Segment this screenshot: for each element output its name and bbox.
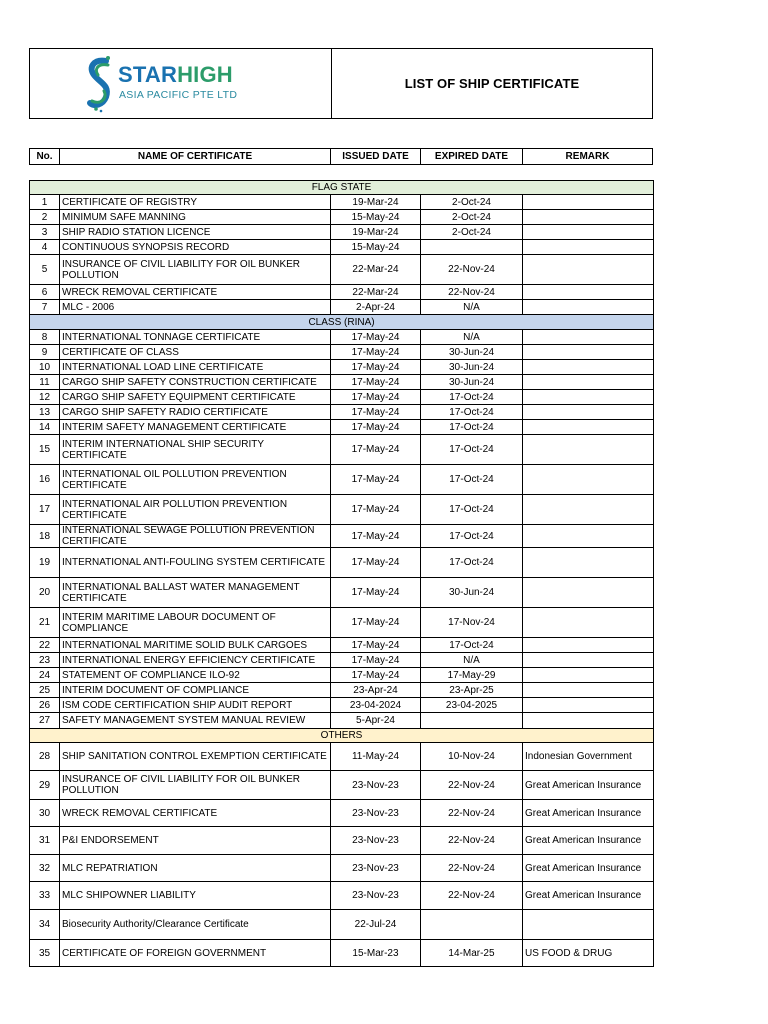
cell-remark [523, 360, 654, 375]
cell-expired-date [421, 910, 523, 940]
table-row [30, 285, 654, 300]
cell-expired-date: 17-May-29 [421, 668, 523, 683]
cell-number: 5 [30, 255, 60, 285]
company-name-part1: STAR [118, 62, 178, 87]
cell-remark: US FOOD & DRUG [523, 940, 654, 967]
cell-issued-date: 22-Mar-24 [331, 255, 421, 285]
cell-remark: Indonesian Government [523, 743, 654, 771]
cell-remark: Great American Insurance [523, 771, 654, 800]
cell-remark [523, 300, 654, 315]
cell-number: 13 [30, 405, 60, 420]
table-row [30, 375, 654, 390]
cell-issued-date: 5-Apr-24 [331, 713, 421, 729]
cell-remark [523, 525, 654, 548]
cell-certificate-name: INTERNATIONAL ENERGY EFFICIENCY CERTIFICATE [60, 653, 331, 668]
cell-issued-date: 17-May-24 [331, 653, 421, 668]
company-name [118, 64, 233, 86]
cell-number: 35 [30, 940, 60, 967]
table-row [30, 495, 654, 525]
cell-remark [523, 668, 654, 683]
cell-remark [523, 465, 654, 495]
cell-certificate-name: CONTINUOUS SYNOPSIS RECORD [60, 240, 331, 255]
cell-issued-date: 17-May-24 [331, 360, 421, 375]
table-row [30, 465, 654, 495]
cell-certificate-name: P&I ENDORSEMENT [60, 827, 331, 855]
cell-certificate-name: CARGO SHIP SAFETY CONSTRUCTION CERTIFICATE [60, 375, 331, 390]
cell-issued-date: 15-May-24 [331, 240, 421, 255]
cell-expired-date: 22-Nov-24 [421, 855, 523, 882]
company-name-part2: HIGH [177, 62, 233, 87]
cell-expired-date: 17-Nov-24 [421, 608, 523, 638]
cell-number: 20 [30, 578, 60, 608]
cell-expired-date: 10-Nov-24 [421, 743, 523, 771]
cell-expired-date: 22-Nov-24 [421, 771, 523, 800]
cell-issued-date: 23-Nov-23 [331, 827, 421, 855]
cell-issued-date: 15-May-24 [331, 210, 421, 225]
cell-expired-date: 17-Oct-24 [421, 548, 523, 578]
cell-certificate-name: MINIMUM SAFE MANNING [60, 210, 331, 225]
cell-expired-date: 17-Oct-24 [421, 638, 523, 653]
cell-expired-date: 23-04-2025 [421, 698, 523, 713]
cell-certificate-name: INTERNATIONAL LOAD LINE CERTIFICATE [60, 360, 331, 375]
cell-expired-date: 17-Oct-24 [421, 405, 523, 420]
col-header-name: NAME OF CERTIFICATE [60, 149, 331, 164]
cell-expired-date: 17-Oct-24 [421, 435, 523, 465]
section-label: OTHERS [30, 729, 654, 743]
table-row [30, 525, 654, 548]
table-row [30, 882, 654, 910]
cell-issued-date: 15-Mar-23 [331, 940, 421, 967]
cell-issued-date: 23-Apr-24 [331, 683, 421, 698]
cell-certificate-name: MLC REPATRIATION [60, 855, 331, 882]
table-row [30, 698, 654, 713]
cell-remark: Great American Insurance [523, 800, 654, 827]
cell-expired-date: 30-Jun-24 [421, 360, 523, 375]
table-row [30, 800, 654, 827]
cell-expired-date: 22-Nov-24 [421, 827, 523, 855]
col-header-remark: REMARK [565, 151, 610, 162]
cell-certificate-name: INTERIM SAFETY MANAGEMENT CERTIFICATE [60, 420, 331, 435]
cell-certificate-name: INTERNATIONAL MARITIME SOLID BULK CARGOES [60, 638, 331, 653]
cell-remark [523, 390, 654, 405]
cell-certificate-name: CERTIFICATE OF FOREIGN GOVERNMENT [60, 940, 331, 967]
section-label: FLAG STATE [30, 181, 654, 195]
cell-number: 12 [30, 390, 60, 405]
cell-issued-date: 17-May-24 [331, 465, 421, 495]
cell-expired-date: N/A [421, 653, 523, 668]
cell-number: 16 [30, 465, 60, 495]
cell-issued-date: 17-May-24 [331, 578, 421, 608]
cell-issued-date: 17-May-24 [331, 390, 421, 405]
table-row [30, 330, 654, 345]
cell-certificate-name: Biosecurity Authority/Clearance Certificate [60, 910, 331, 940]
cell-issued-date: 23-04-2024 [331, 698, 421, 713]
cell-expired-date: 30-Jun-24 [421, 345, 523, 360]
table-row [30, 360, 654, 375]
table-row [30, 608, 654, 638]
cell-number: 4 [30, 240, 60, 255]
cell-number: 34 [30, 910, 60, 940]
table-row [30, 638, 654, 653]
table-row [30, 743, 654, 771]
cell-remark [523, 240, 654, 255]
cell-certificate-name: SAFETY MANAGEMENT SYSTEM MANUAL REVIEW [60, 713, 331, 729]
cell-certificate-name: CERTIFICATE OF CLASS [60, 345, 331, 360]
cell-number: 1 [30, 195, 60, 210]
cell-certificate-name: WRECK REMOVAL CERTIFICATE [60, 800, 331, 827]
table-row [30, 668, 654, 683]
cell-issued-date: 17-May-24 [331, 375, 421, 390]
cell-remark [523, 653, 654, 668]
cell-number: 21 [30, 608, 60, 638]
cell-number: 15 [30, 435, 60, 465]
cell-certificate-name: CARGO SHIP SAFETY EQUIPMENT CERTIFICATE [60, 390, 331, 405]
cell-issued-date: 17-May-24 [331, 435, 421, 465]
cell-certificate-name: INTERIM MARITIME LABOUR DOCUMENT OF COMPLIANCE [60, 608, 331, 638]
cell-issued-date: 17-May-24 [331, 548, 421, 578]
cell-number: 31 [30, 827, 60, 855]
col-header-expired: EXPIRED DATE [421, 149, 523, 164]
cell-certificate-name: SHIP RADIO STATION LICENCE [60, 225, 331, 240]
cell-certificate-name: INTERIM INTERNATIONAL SHIP SECURITY CERTIFICATE [60, 435, 331, 465]
table-row [30, 390, 654, 405]
col-header-issued: ISSUED DATE [331, 149, 421, 164]
cell-expired-date: 30-Jun-24 [421, 375, 523, 390]
cell-number: 10 [30, 360, 60, 375]
cell-issued-date: 19-Mar-24 [331, 195, 421, 210]
table-row [30, 420, 654, 435]
table-row [30, 653, 654, 668]
cell-number: 29 [30, 771, 60, 800]
cell-expired-date: 22-Nov-24 [421, 255, 523, 285]
cell-remark [523, 683, 654, 698]
cell-certificate-name: ISM CODE CERTIFICATION SHIP AUDIT REPORT [60, 698, 331, 713]
cell-issued-date: 19-Mar-24 [331, 225, 421, 240]
cell-expired-date [421, 240, 523, 255]
cell-number: 14 [30, 420, 60, 435]
cell-expired-date: 23-Apr-25 [421, 683, 523, 698]
cell-remark [523, 405, 654, 420]
cell-number: 8 [30, 330, 60, 345]
cell-number: 28 [30, 743, 60, 771]
cell-expired-date: 22-Nov-24 [421, 882, 523, 910]
document-title: LIST OF SHIP CERTIFICATE [404, 76, 580, 91]
cell-remark [523, 225, 654, 240]
table-row [30, 910, 654, 940]
cell-remark [523, 210, 654, 225]
table-row [30, 855, 654, 882]
cell-issued-date: 17-May-24 [331, 420, 421, 435]
cell-number: 3 [30, 225, 60, 240]
cell-issued-date: 17-May-24 [331, 668, 421, 683]
cell-certificate-name: INTERNATIONAL BALLAST WATER MANAGEMENT CERTIFICATE [60, 578, 331, 608]
cell-number: 22 [30, 638, 60, 653]
cell-expired-date: 22-Nov-24 [421, 800, 523, 827]
cell-remark [523, 910, 654, 940]
cell-number: 25 [30, 683, 60, 698]
cell-certificate-name: INSURANCE OF CIVIL LIABILITY FOR OIL BUNKER POLLUTION [60, 771, 331, 800]
cell-expired-date: 2-Oct-24 [421, 210, 523, 225]
cell-remark [523, 375, 654, 390]
cell-remark [523, 420, 654, 435]
section-label: CLASS (RINA) [30, 315, 654, 330]
cell-issued-date: 2-Apr-24 [331, 300, 421, 315]
cell-remark [523, 713, 654, 729]
cell-certificate-name: INTERNATIONAL OIL POLLUTION PREVENTION CERTIFICATE [60, 465, 331, 495]
cell-issued-date: 17-May-24 [331, 345, 421, 360]
cell-issued-date: 23-Nov-23 [331, 882, 421, 910]
cell-remark [523, 548, 654, 578]
table-row [30, 345, 654, 360]
cell-expired-date: 17-Oct-24 [421, 465, 523, 495]
cell-expired-date: N/A [421, 330, 523, 345]
cell-remark [523, 255, 654, 285]
cell-remark [523, 578, 654, 608]
cell-expired-date: 17-Oct-24 [421, 420, 523, 435]
cell-number: 9 [30, 345, 60, 360]
cell-expired-date: 17-Oct-24 [421, 390, 523, 405]
cell-remark [523, 435, 654, 465]
cell-number: 6 [30, 285, 60, 300]
cell-expired-date: 2-Oct-24 [421, 225, 523, 240]
cell-issued-date: 23-Nov-23 [331, 855, 421, 882]
certificate-table [29, 180, 654, 967]
cell-issued-date: 17-May-24 [331, 495, 421, 525]
table-row [30, 405, 654, 420]
cell-certificate-name: CARGO SHIP SAFETY RADIO CERTIFICATE [60, 405, 331, 420]
table-row [30, 940, 654, 967]
table-row [30, 300, 654, 315]
cell-issued-date: 17-May-24 [331, 638, 421, 653]
cell-expired-date: 14-Mar-25 [421, 940, 523, 967]
cell-issued-date: 22-Mar-24 [331, 285, 421, 300]
document-header [29, 48, 653, 119]
table-row [30, 195, 654, 210]
cell-remark [523, 285, 654, 300]
cell-expired-date: 17-Oct-24 [421, 495, 523, 525]
cell-issued-date: 22-Jul-24 [331, 910, 421, 940]
company-subtitle: ASIA PACIFIC PTE LTD [119, 89, 238, 101]
cell-expired-date: 2-Oct-24 [421, 195, 523, 210]
cell-issued-date: 17-May-24 [331, 405, 421, 420]
cell-expired-date: 17-Oct-24 [421, 525, 523, 548]
cell-certificate-name: INTERNATIONAL TONNAGE CERTIFICATE [60, 330, 331, 345]
cell-expired-date: 30-Jun-24 [421, 578, 523, 608]
cell-number: 17 [30, 495, 60, 525]
cell-remark [523, 608, 654, 638]
cell-number: 2 [30, 210, 60, 225]
company-logo-cell [30, 49, 332, 118]
table-row [30, 578, 654, 608]
cell-expired-date [421, 713, 523, 729]
cell-certificate-name: WRECK REMOVAL CERTIFICATE [60, 285, 331, 300]
cell-certificate-name: CERTIFICATE OF REGISTRY [60, 195, 331, 210]
column-header-row [29, 148, 653, 165]
table-row [30, 240, 654, 255]
cell-certificate-name: INTERNATIONAL AIR POLLUTION PREVENTION CERTIFICATE [60, 495, 331, 525]
cell-remark [523, 638, 654, 653]
cell-issued-date: 11-May-24 [331, 743, 421, 771]
table-row [30, 548, 654, 578]
table-row [30, 827, 654, 855]
cell-number: 7 [30, 300, 60, 315]
cell-issued-date: 17-May-24 [331, 525, 421, 548]
cell-remark [523, 195, 654, 210]
cell-number: 26 [30, 698, 60, 713]
cell-number: 24 [30, 668, 60, 683]
cell-certificate-name: MLC - 2006 [60, 300, 331, 315]
section-header-flag [30, 181, 654, 195]
cell-remark [523, 330, 654, 345]
section-header-others [30, 729, 654, 743]
col-header-no: No. [30, 149, 60, 164]
cell-expired-date: 22-Nov-24 [421, 285, 523, 300]
cell-number: 33 [30, 882, 60, 910]
table-row [30, 255, 654, 285]
cell-number: 27 [30, 713, 60, 729]
cell-number: 18 [30, 525, 60, 548]
cell-certificate-name: INSURANCE OF CIVIL LIABILITY FOR OIL BUNKER POLLUTION [60, 255, 331, 285]
cell-issued-date: 17-May-24 [331, 330, 421, 345]
cell-issued-date: 23-Nov-23 [331, 771, 421, 800]
cell-number: 30 [30, 800, 60, 827]
cell-number: 23 [30, 653, 60, 668]
cell-expired-date: N/A [421, 300, 523, 315]
table-row [30, 210, 654, 225]
cell-certificate-name: INTERNATIONAL ANTI-FOULING SYSTEM CERTIFICATE [60, 548, 331, 578]
cell-remark [523, 495, 654, 525]
cell-issued-date: 23-Nov-23 [331, 800, 421, 827]
starhigh-logo-icon [84, 55, 116, 113]
cell-certificate-name: SHIP SANITATION CONTROL EXEMPTION CERTIFICATE [60, 743, 331, 771]
cell-certificate-name: STATEMENT OF COMPLIANCE ILO-92 [60, 668, 331, 683]
cell-remark [523, 698, 654, 713]
cell-number: 11 [30, 375, 60, 390]
cell-number: 32 [30, 855, 60, 882]
cell-remark: Great American Insurance [523, 855, 654, 882]
table-row [30, 713, 654, 729]
cell-remark [523, 345, 654, 360]
table-row [30, 771, 654, 800]
table-row [30, 683, 654, 698]
section-header-class [30, 315, 654, 330]
cell-certificate-name: MLC SHIPOWNER LIABILITY [60, 882, 331, 910]
cell-number: 19 [30, 548, 60, 578]
cell-certificate-name: INTERIM DOCUMENT OF COMPLIANCE [60, 683, 331, 698]
cell-issued-date: 17-May-24 [331, 608, 421, 638]
table-row [30, 435, 654, 465]
cell-certificate-name: INTERNATIONAL SEWAGE POLLUTION PREVENTION CERTIFICATE [60, 525, 331, 548]
cell-remark: Great American Insurance [523, 882, 654, 910]
cell-remark: Great American Insurance [523, 827, 654, 855]
table-row [30, 225, 654, 240]
